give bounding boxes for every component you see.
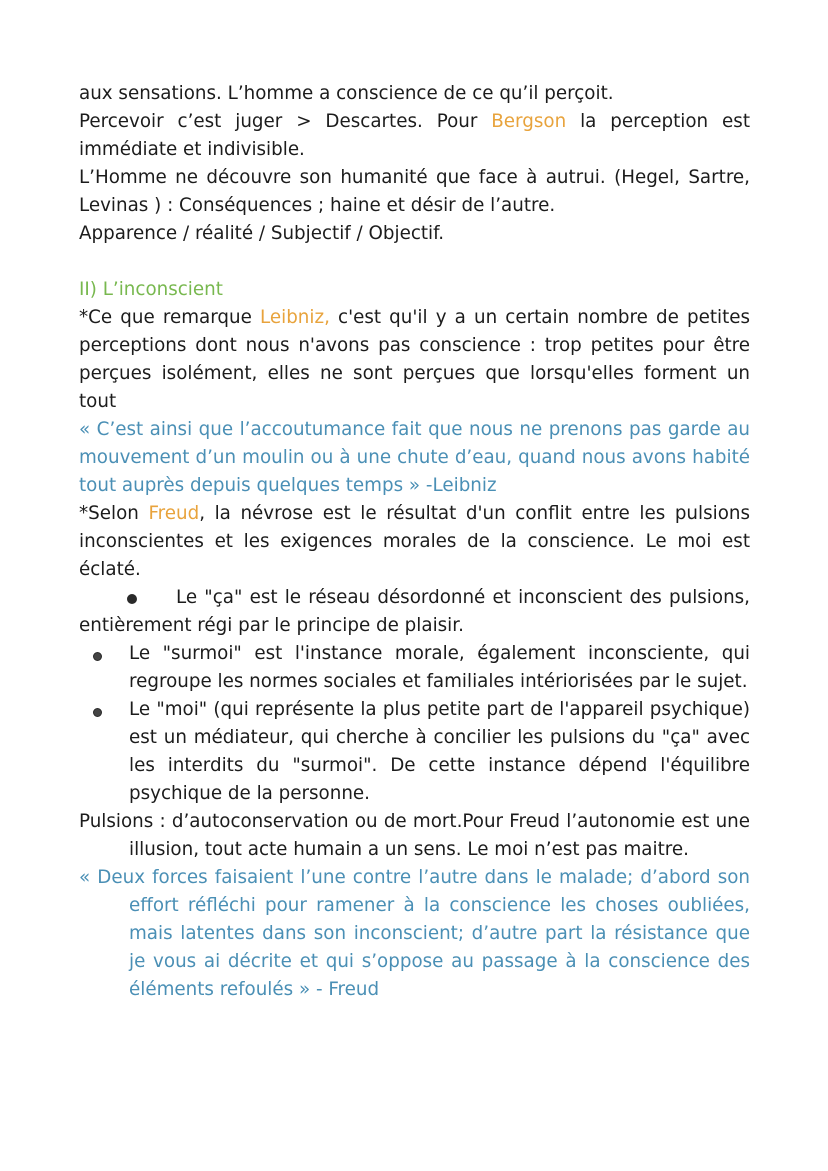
pulsions-paragraph: Pulsions : d’autoconservation ou de mort.Pour Freud l’autonomie est une illusion, tout acte humain a un sens. Le moi n’est pas maitre.: [79, 811, 750, 860]
freud-quote: « Deux forces faisaient l’une contre l’autre dans le malade; d’abord son effort réfléchi pour ramener à la conscience les choses oubliées, mais latentes dans son inconscient; d’autre part la résistance que je vous ai décrite et qui s’oppose au passage à la conscience des éléments refoulés » - Freud: [79, 867, 750, 1000]
leibniz-quote: « C’est ainsi que l’accoutumance fait que nous ne prenons pas garde au mouvement d’un moulin ou à une chute d’eau, quand nous avons habité tout auprès depuis quelques temps » -Leibniz: [79, 419, 750, 496]
list-item-ca: [79, 584, 750, 640]
name-bergson: Bergson: [491, 111, 567, 132]
intro-perception-paragraph: [79, 108, 750, 164]
freud-paragraph: [79, 500, 750, 584]
leibniz-paragraph-start: *Ce que remarque: [79, 307, 261, 328]
intro-line-2-end: la perception est immédiate et indivisible.: [79, 111, 750, 160]
list-item-moi: [79, 696, 750, 808]
intro-humanity-paragraph: L’Homme ne découvre son humanité que face à autrui. (Hegel, Sartre, Levinas ) : Conséquences ; haine et désir de l’autre.: [79, 167, 750, 216]
section-heading: II) L’inconscient: [79, 279, 223, 300]
list-item-text: Le "ça" est le réseau désordonné et inconscient des pulsions, entièrement régi par le principe de plaisir.: [79, 587, 750, 636]
name-leibniz: Leibniz,: [260, 307, 330, 328]
bullet-dot: [127, 594, 137, 604]
bullet-dot: [93, 652, 102, 661]
name-freud: Freud: [148, 503, 200, 524]
intro-line-2-start: Percevoir c’est juger > Descartes. Pour: [79, 111, 492, 132]
leibniz-paragraph-end: c'est qu'il y a un certain nombre de petites perceptions dont nous n'avons pas conscience : trop petites pour être perçues isolément, elles ne sont perçues que lorsqu'elles forment un tout: [79, 307, 751, 412]
list-item-text: Le "surmoi" est l'instance morale, également inconsciente, qui regroupe les normes sociales et familiales intériorisées par le sujet.: [129, 643, 750, 692]
freud-paragraph-end: , la névrose est le résultat d'un conflit entre les pulsions inconscientes et les exigences morales de la conscience. Le moi est éclaté.: [79, 503, 750, 580]
list-item-text: Le "moi" (qui représente la plus petite part de l'appareil psychique) est un médiateur, qui cherche à concilier les pulsions du "ça" avec les interdits du "surmoi". De cette instance dépend l'équilibre psychique de la personne.: [129, 699, 750, 804]
spacer: [79, 248, 750, 276]
intro-line-1: aux sensations. L’homme a conscience de ce qu’il perçoit.: [79, 83, 614, 104]
bullet-dot: [93, 708, 102, 717]
list-item-surmoi: [79, 640, 750, 696]
leibniz-paragraph: [79, 304, 750, 416]
freud-paragraph-start: *Selon: [79, 503, 149, 524]
intro-oppositions: Apparence / réalité / Subjectif / Objectif.: [79, 223, 445, 244]
